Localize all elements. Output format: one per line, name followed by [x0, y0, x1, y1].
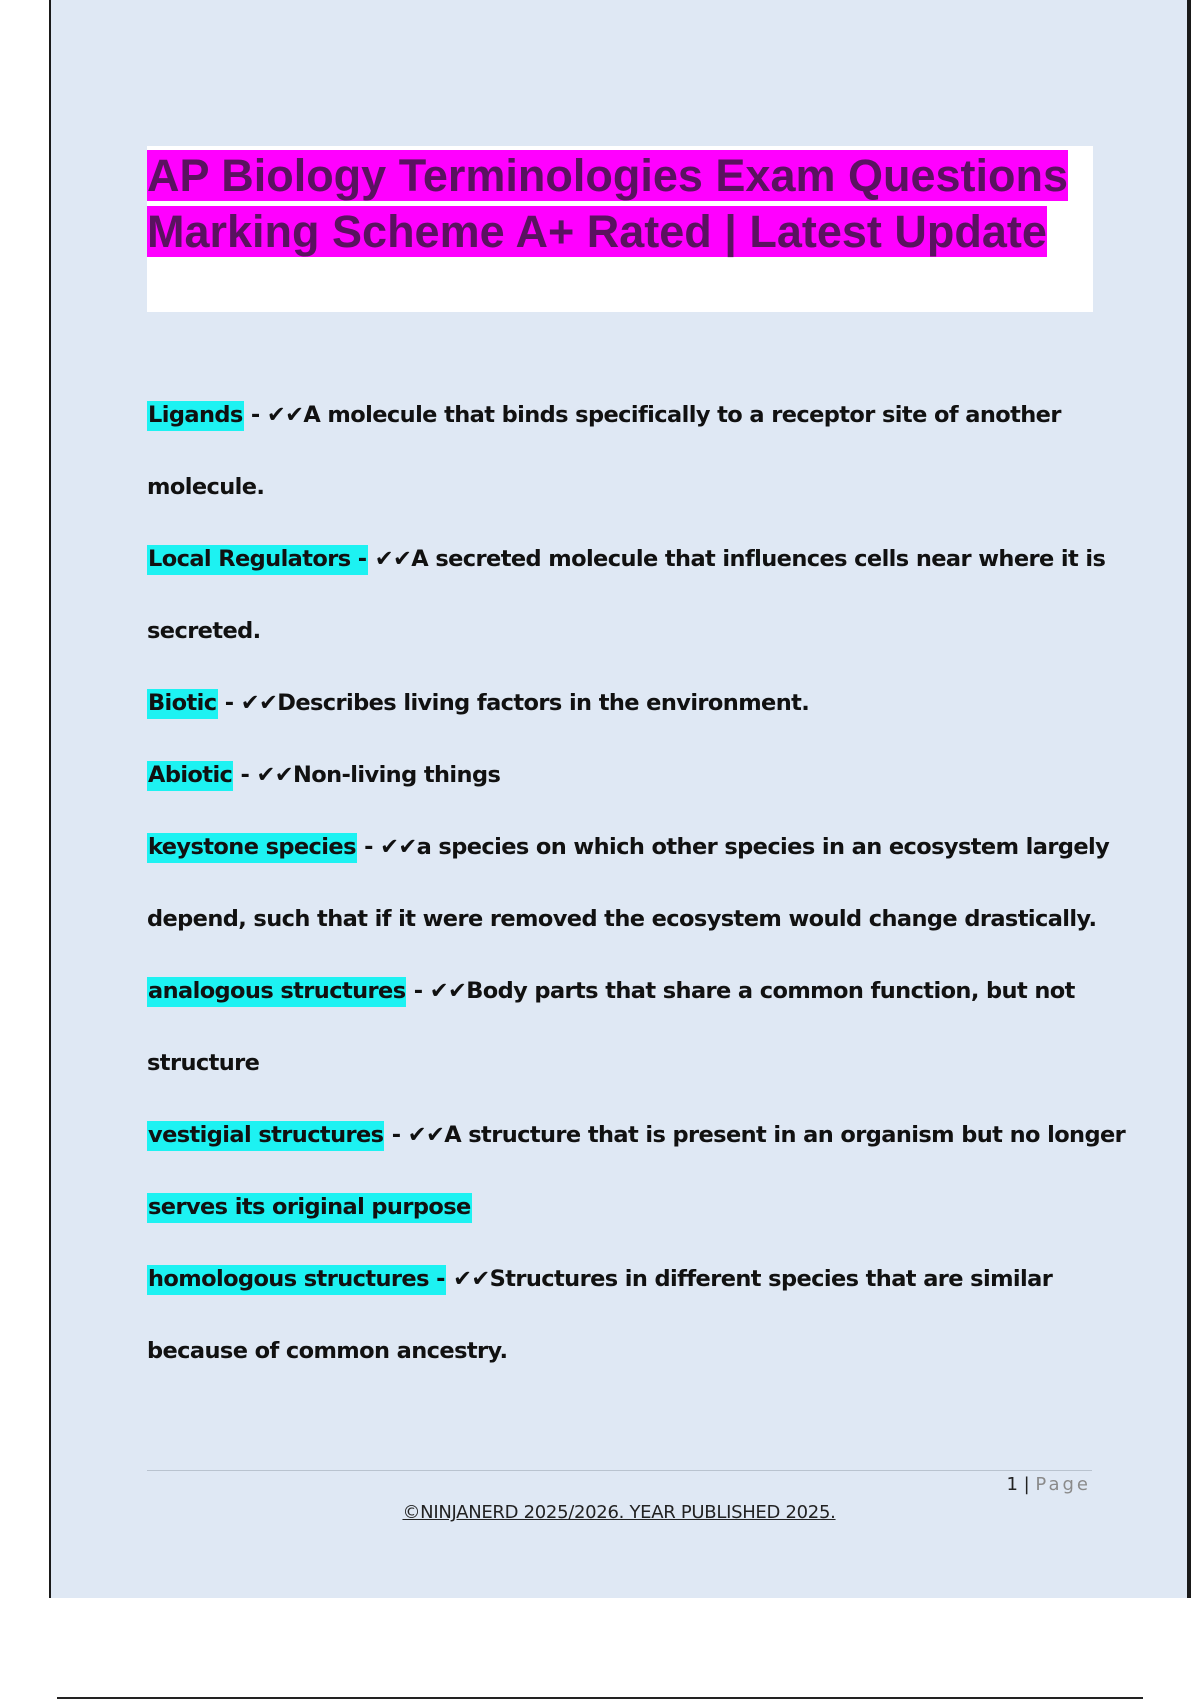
term-definition: Structures in different species that are similar because of common ancestry.	[147, 1266, 1053, 1364]
term-label: Biotic	[147, 689, 218, 719]
term-entry: Abiotic - ✔✔Non-living things	[147, 739, 1137, 811]
check-marks-icon: ✔✔	[429, 978, 467, 1004]
term-entry: Biotic - ✔✔Describes living factors in the environment.	[147, 667, 1137, 739]
term-definition: Describes living factors in the environment.	[277, 690, 810, 716]
term-definition: A secreted molecule that influences cells near where it is secreted.	[147, 546, 1106, 644]
term-entry: analogous structures - ✔✔Body parts that share a common function, but not structure	[147, 978, 1075, 1076]
term-entry: vestigial structures - ✔✔A structure that is present in an organism but no longer serves its original purpose	[147, 1099, 1137, 1243]
term-label: Abiotic	[147, 761, 233, 791]
document-title: AP Biology Terminologies Exam Questions Marking Scheme A+ Rated | Latest Update	[147, 150, 1069, 257]
term-label: Local Regulators -	[147, 545, 368, 575]
check-marks-icon: ✔✔	[266, 402, 304, 428]
term-entry	[147, 1243, 1137, 1387]
term-label: analogous structures	[147, 977, 406, 1007]
copyright-notice: ©NINJANERD 2025/2026. YEAR PUBLISHED 2025.	[402, 1502, 836, 1523]
footer-divider	[147, 1470, 1092, 1471]
page-number: 1 | Page	[1006, 1474, 1091, 1495]
term-label: keystone species	[147, 833, 357, 863]
term-label: homologous structures -	[147, 1265, 446, 1295]
check-marks-icon: ✔✔	[240, 690, 278, 716]
bottom-rule	[57, 1697, 1143, 1699]
term-definition: A structure that is present in an organism but no longer	[444, 1122, 1126, 1148]
check-marks-icon: ✔✔	[407, 1122, 445, 1148]
term-entry	[147, 523, 1137, 667]
term-definition: Non-living things	[293, 762, 501, 788]
terms-list	[147, 379, 1137, 1387]
term-definition: a species on which other species in an ecosystem largely depend, such that if it were removed the ecosystem would change drastically.	[147, 834, 1110, 932]
check-marks-icon: ✔✔	[380, 834, 417, 860]
check-marks-icon: ✔✔	[453, 1266, 490, 1292]
term-entry: keystone species - ✔✔a species on which other species in an ecosystem largely depend, such that if it were removed the ecosystem would change drastically.	[147, 834, 1110, 932]
document-page	[49, 0, 1191, 1598]
term-entry: Ligands - ✔✔A molecule that binds specifically to a receptor site of another molecule.	[147, 402, 1061, 500]
check-marks-icon: ✔✔	[374, 546, 412, 572]
term-definition-highlighted: serves its original purpose	[147, 1193, 472, 1223]
term-label: Ligands	[147, 401, 244, 431]
term-definition: A molecule that binds specifically to a receptor site of another molecule.	[147, 402, 1061, 500]
term-label: vestigial structures	[147, 1121, 384, 1151]
check-marks-icon: ✔✔	[256, 762, 294, 788]
term-definition: Body parts that share a common function, but not structure	[147, 978, 1075, 1076]
